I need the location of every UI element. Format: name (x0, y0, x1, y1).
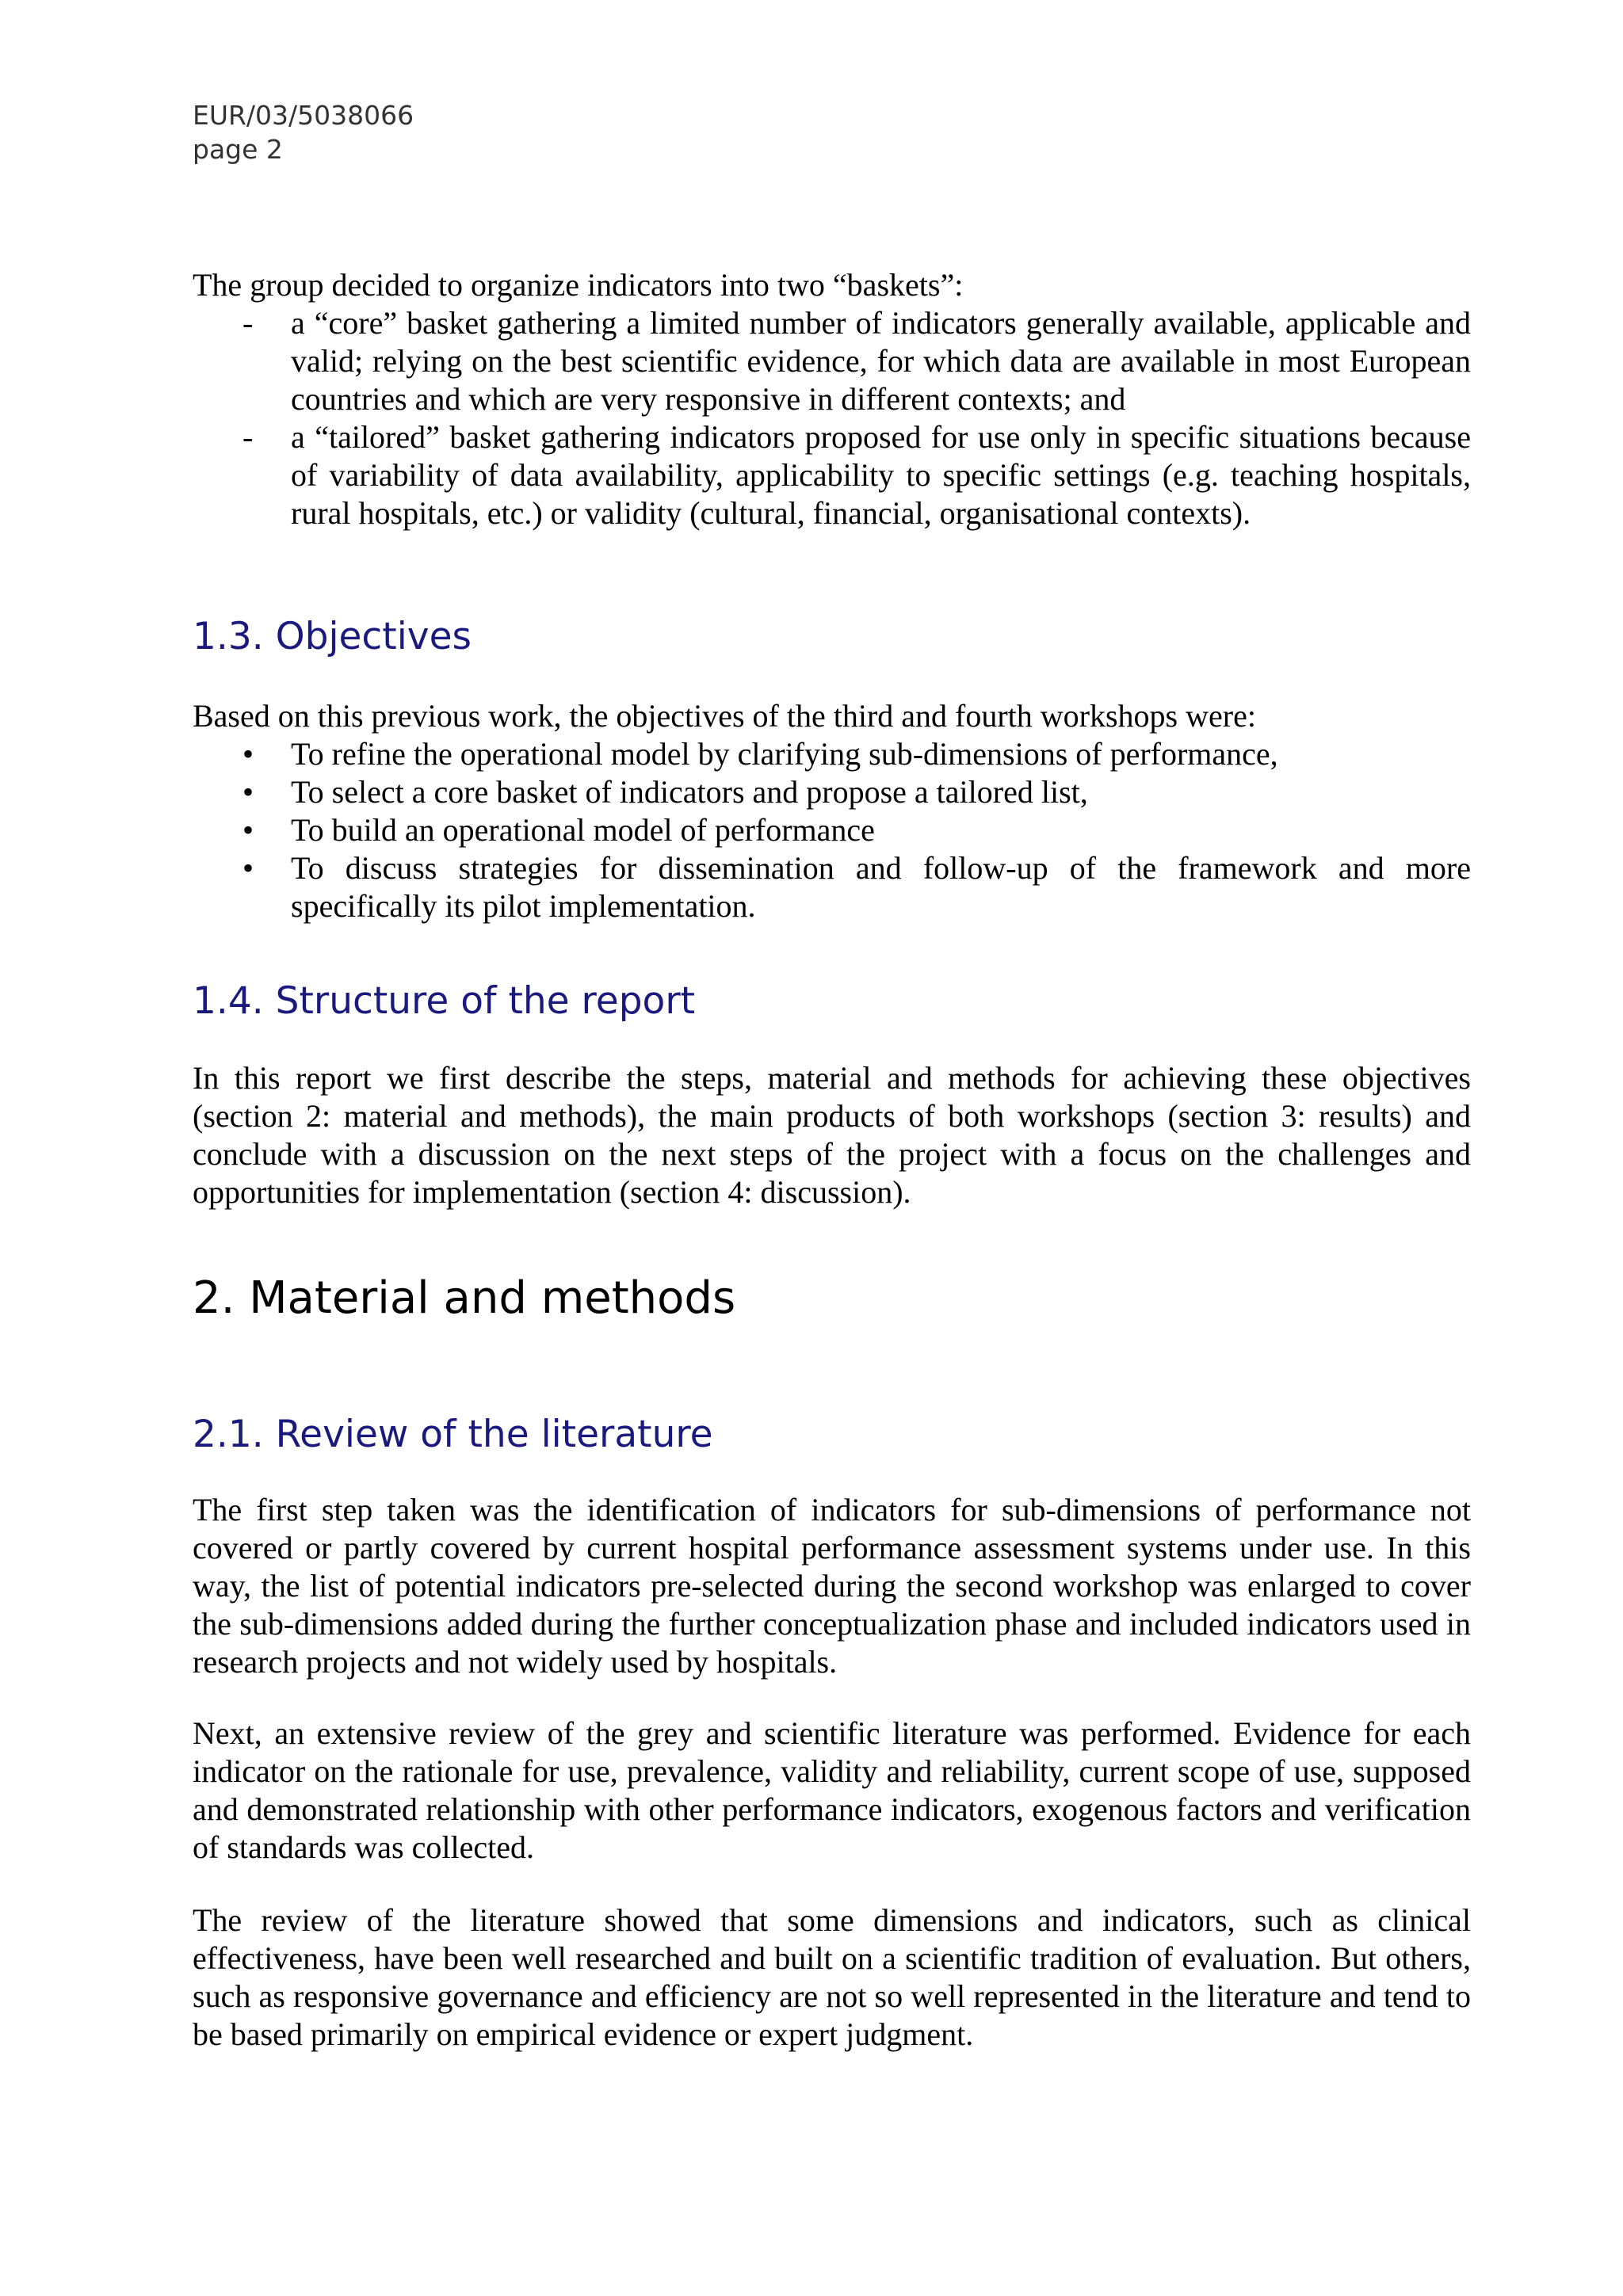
list-item (193, 735, 1471, 773)
dash-marker: - (242, 305, 254, 341)
list-item (193, 811, 1471, 849)
objectives-list (193, 735, 1471, 925)
structure-text: In this report we first describe the steps, material and methods for achieving these objectives (section 2: material and methods), the main products of both workshops (section 3: results) and conclude with a discussion on the next steps of the project with a focus on the challenges and opportunities for implementation (section 4: discussion). (193, 1060, 1471, 1210)
document-id: EUR/03/5038066 (193, 100, 414, 131)
page-header (193, 98, 414, 166)
list-item-text: a “tailored” basket gathering indicators proposed for use only in specific situations because of variability of data availability, applicability to specific settings (e.g. teaching hospitals, rural hospitals, etc.) or validity (cultural, financial, organisational contexts). (291, 419, 1471, 531)
bullet-marker: • (242, 774, 254, 810)
section-heading-structure: 1.4. Structure of the report (193, 979, 696, 1023)
bullet-marker: • (242, 850, 254, 886)
bullet-marker: • (242, 736, 254, 772)
list-item-text: To build an operational model of performance (291, 812, 875, 848)
bullet-marker: • (242, 812, 254, 848)
list-item-text: a “core” basket gathering a limited number of indicators generally available, applicable and valid; relying on the best scientific evidence, for which data are available in most European countries and which are very responsive in different contexts; and (291, 305, 1471, 417)
chapter-heading-material-methods: 2. Material and methods (193, 1272, 736, 1324)
review-paragraph-3: The review of the literature showed that some dimensions and indicators, such as clinical effectiveness, have been well researched and built on a scientific tradition of evaluation. But others, such as responsive governance and efficiency are not so well represented in the literature and tend to be based primarily on empirical evidence or expert judgment. (193, 1902, 1471, 2052)
basket-list (193, 304, 1471, 532)
list-item-text: To discuss strategies for dissemination and follow-up of the framework and more specifically its pilot implementation. (291, 850, 1471, 924)
review-paragraph-1: The first step taken was the identification of indicators for sub-dimensions of performance not covered or partly covered by current hospital performance assessment systems under use. In this way, the list of potential indicators pre-selected during the second workshop was enlarged to cover the sub-dimensions added during the further conceptualization phase and included indicators used in research projects and not widely used by hospitals. (193, 1492, 1471, 1680)
section-heading-review: 2.1. Review of the literature (193, 1413, 713, 1456)
dash-marker: - (242, 419, 254, 455)
intro-lead: The group decided to organize indicators into two “baskets”: (193, 267, 964, 303)
page-number: page 2 (193, 134, 283, 165)
list-item-text: To refine the operational model by clarifying sub-dimensions of performance, (291, 736, 1278, 772)
objectives-lead: Based on this previous work, the objectives of the third and fourth workshops were: (193, 698, 1256, 734)
list-item (193, 849, 1471, 925)
list-item (193, 304, 1471, 418)
review-paragraph-2: Next, an extensive review of the grey and scientific literature was performed. Evidence for each indicator on the rationale for use, prevalence, validity and reliability, current scope of use, supposed and demonstrated relationship with other performance indicators, exogenous factors and verification of standards was collected. (193, 1715, 1471, 1865)
list-item (193, 773, 1471, 811)
list-item (193, 418, 1471, 532)
list-item-text: To select a core basket of indicators and propose a tailored list, (291, 774, 1088, 810)
section-heading-objectives: 1.3. Objectives (193, 615, 472, 658)
